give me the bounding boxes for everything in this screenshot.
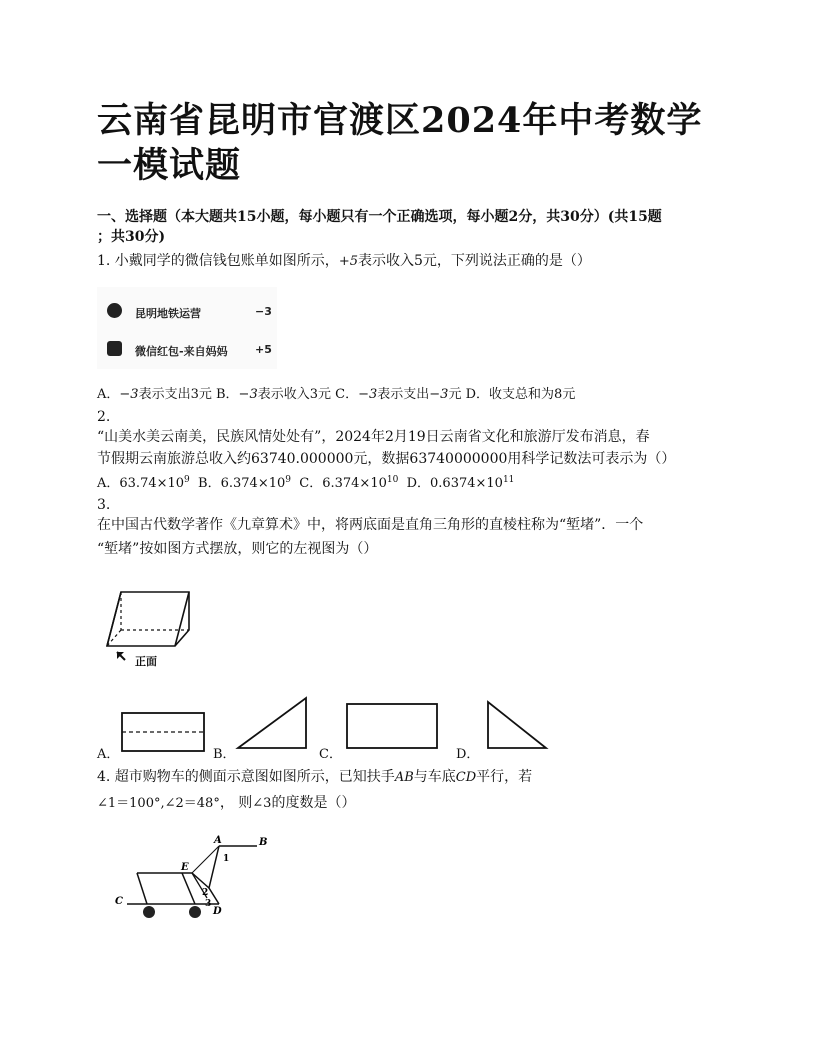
svg-text:B: B bbox=[259, 837, 268, 848]
q3-line1: 在中国古代数学著作《九章算术》中，将两底面是直角三角形的直棱柱称为“堑堵”．一个 bbox=[97, 517, 644, 533]
section-heading-line1: 一、选择题（本大题共15小题，每小题只有一个正确选项，每小题2分，共30分）(共15题 bbox=[97, 209, 662, 225]
q3-option-b-label: B． bbox=[213, 747, 236, 762]
svg-text:E: E bbox=[181, 862, 189, 873]
prism-edge bbox=[107, 592, 121, 646]
q4-math-cd: CD bbox=[455, 770, 477, 785]
wheel-icon bbox=[189, 906, 201, 918]
q2-number: 2. bbox=[97, 409, 111, 425]
q1-math-plus5: +5 bbox=[338, 254, 358, 269]
page-title: 云南省昆明市官渡区2024年中考数学一模试题 bbox=[97, 100, 703, 186]
q3-number: 3. bbox=[97, 497, 111, 513]
q2-line1: “山美水美云南美，民族风情处处有”，2024年2月19日云南省文化和旅游厅发布消息，春 bbox=[97, 429, 650, 445]
svg-text:1: 1 bbox=[223, 854, 230, 864]
q1-options: A．−3表示支出3元 B．−3表示收入3元 C．−3表示支出−3元 D．收支总和为8元 bbox=[97, 387, 576, 402]
q4-stem-line2: ∠1＝100°,∠2＝48°， 则∠3的度数是（） bbox=[97, 795, 356, 811]
q4-math-angle3: ∠3 bbox=[252, 796, 272, 811]
q3-option-c-figure bbox=[346, 703, 438, 749]
svg-text:A: A bbox=[214, 835, 222, 846]
q1-stem: 1. 小戴同学的微信钱包账单如图所示，+5表示收入5元，下列说法正确的是（） bbox=[97, 253, 591, 269]
q2-line2: 节假期云南旅游总收入约63740.000000元，数据63740000000用科学记数法可表示为（） bbox=[97, 451, 676, 467]
q3-option-d-figure bbox=[486, 700, 548, 750]
svg-text:D: D bbox=[213, 906, 222, 917]
section-heading-line2: ；共30分) bbox=[97, 229, 166, 245]
q4-cart-figure bbox=[97, 828, 277, 923]
red-packet-icon bbox=[107, 341, 122, 356]
svg-text:C: C bbox=[115, 896, 123, 907]
q3-option-d-label: D． bbox=[456, 747, 480, 762]
svg-text:3: 3 bbox=[205, 899, 212, 909]
q4-math-angles: ∠1＝100°,∠2＝48° bbox=[97, 796, 220, 811]
q3-option-b-figure bbox=[236, 696, 308, 750]
metro-logo-icon bbox=[107, 303, 122, 318]
q4-stem-line1: 4. 超市购物车的侧面示意图如图所示，已知扶手AB与车底CD平行，若 bbox=[97, 769, 533, 785]
svg-text:2: 2 bbox=[202, 888, 209, 898]
q4-math-ab: AB bbox=[394, 770, 414, 785]
q3-option-a-label: A． bbox=[97, 747, 120, 762]
q3-line2: “堑堵”按如图方式摆放，则它的左视图为（） bbox=[97, 541, 378, 557]
q3-option-a-figure bbox=[121, 712, 205, 752]
q1-wallet-figure: 昆明地铁运营 −3 微信红包-来自妈妈 +5 bbox=[97, 287, 277, 369]
q2-options: A．$63.74\times 10^9$ B．$6.374\times 10^9$ C．$6.374\times 10^{10}$ D．$0.6374\times 10^{11}$ bbox=[97, 475, 515, 491]
wheel-icon bbox=[143, 906, 155, 918]
section-heading bbox=[97, 207, 727, 247]
q3-figure-label: 正面 bbox=[135, 655, 157, 668]
q3-option-c-label: C． bbox=[319, 747, 342, 762]
